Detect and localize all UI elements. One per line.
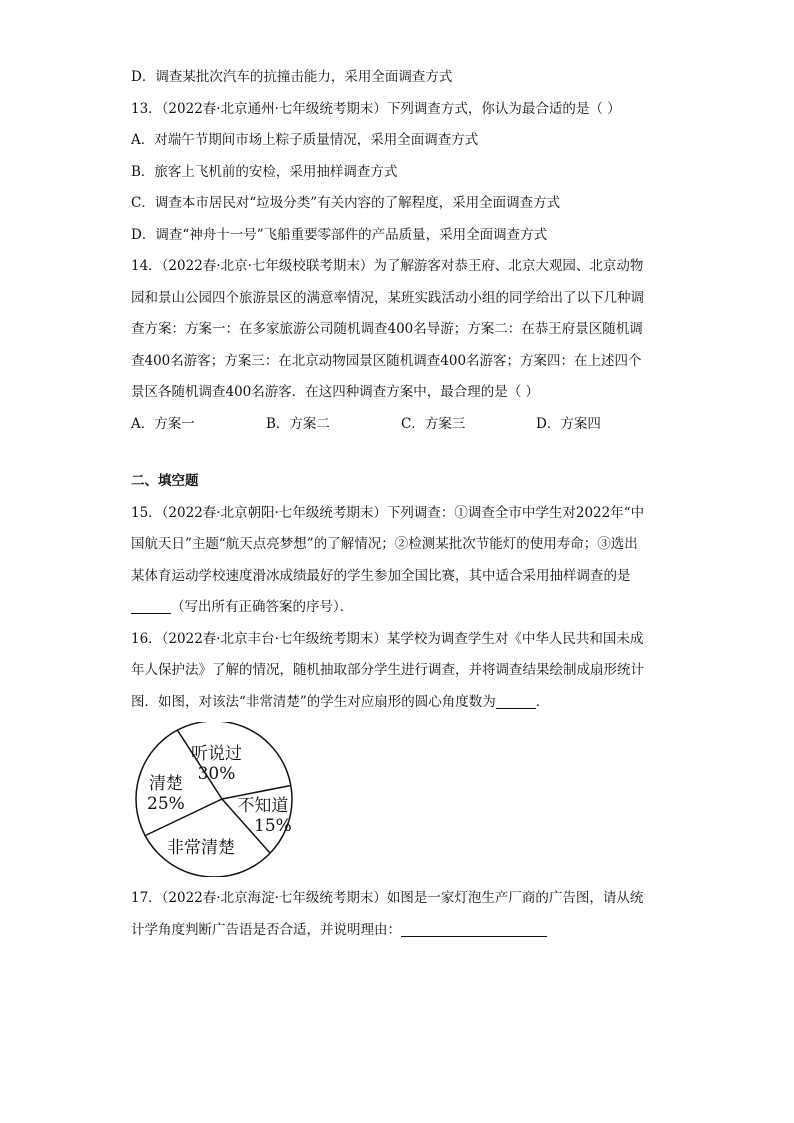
q14-line-4: 查400名游客；方案三：在北京动物园景区随机调查400名游客；方案四：在上述四个 [131,352,642,369]
q13-option-d: D．调查“神舟十一号”飞船重要零部件的产品质量，采用全面调查方式 [131,226,548,243]
q16-answer-blank [496,694,536,709]
section-heading-fill-in: 二、填空题 [131,473,199,489]
document-page [131,62,671,946]
q16-line-3 [131,687,671,719]
q14-option-c: C．方案三 [401,415,466,432]
q13-option-c: C．调查本市居民对“垃圾分类”有关内容的了解程度，采用全面调查方式 [131,195,561,211]
q17-line-2-text: 计学角度判断广告语是否合适，并说明理由： [131,921,401,938]
q17-line-2 [131,915,671,947]
q14-option-a: A．方案一 [131,415,195,432]
q14-line-1: 14．（2022春·北京·七年级校联考期末）为了解游客对恭王府、北京大观园、北京动物 [131,258,644,274]
q15-line-4 [131,592,671,624]
pie-label-unknown-name: 不知道 [237,796,289,816]
q16-line-2: 年人保护法》了解的情况，随机抽取部分学生进行调查，并将调查结果绘制成扇形统计 [131,662,644,678]
q17-answer-blank [401,922,547,937]
pie-label-heard-name: 听说过 [191,744,242,764]
pie-label-very-clear-name: 非常清楚 [167,838,235,858]
q15-line-3: 某体育运动学校速度滑冰成绩最好的学生参加全国比赛，其中适合采用抽样调查的是 [131,567,631,584]
q12-option-d: D．调查某批次汽车的抗撞击能力，采用全面调查方式 [131,69,453,85]
q13-option-a: A．对端午节期间市场上粽子质量情况，采用全面调查方式 [131,132,479,148]
q15-line-2: 国航天日”主题“航天点亮梦想”的了解情况；②检测某批次节能灯的使用寿命；③选出 [131,536,638,552]
pie-label-heard [191,744,242,784]
pie-label-unknown-value: 15% [254,816,292,836]
q13-stem: 13．（2022春·北京通州·七年级统考期末）下列调查方式，你认为最合适的是（ ） [131,100,621,117]
pie-label-unknown [234,796,292,836]
q14-option-b: B．方案二 [266,415,330,432]
pie-label-clear-name: 清楚 [148,774,183,794]
q15-line-4-text: （写出所有正确答案的序号）． [171,599,354,615]
pie-label-heard-value: 30% [197,764,236,784]
q14-option-d: D．方案四 [536,415,601,432]
pie-chart [131,722,311,877]
q13-option-b: B．旅客上飞机前的安检，采用抽样调查方式 [131,163,398,180]
q16-line-3-end: ． [535,693,550,710]
pie-label-clear [147,774,185,814]
pie-label-very-clear [167,838,235,858]
q16-line-1: 16．（2022春·北京丰台·七年级统考期末）某学校为调查学生对《中华人民共和国未成 [131,630,644,647]
q16-line-3-text: 图．如图，对该法“非常清楚”的学生对应扇形的圆心角度数为 [131,693,496,710]
pie-label-clear-value: 25% [147,794,185,814]
q15-answer-blank [131,599,171,614]
q17-line-1: 17．（2022春·北京海淀·七年级统考期末）如图是一家灯泡生产厂商的广告图，请从统 [131,890,644,906]
q14-line-2: 园和景山公园四个旅游景区的满意率情况，某班实践活动小组的同学给出了以下几种调 [131,289,644,306]
q14-line-5: 景区各随机调查400名游客．在这四种调查方案中，最合理的是（ ） [131,384,540,400]
q14-options [131,409,671,441]
q14-line-3: 查方案：方案一：在多家旅游公司随机调查400名导游；方案二：在恭王府景区随机调 [131,321,643,337]
q15-line-1: 15．（2022春·北京朝阳·七年级统考期末）下列调查：①调查全市中学生对2022年“中 [131,504,645,521]
